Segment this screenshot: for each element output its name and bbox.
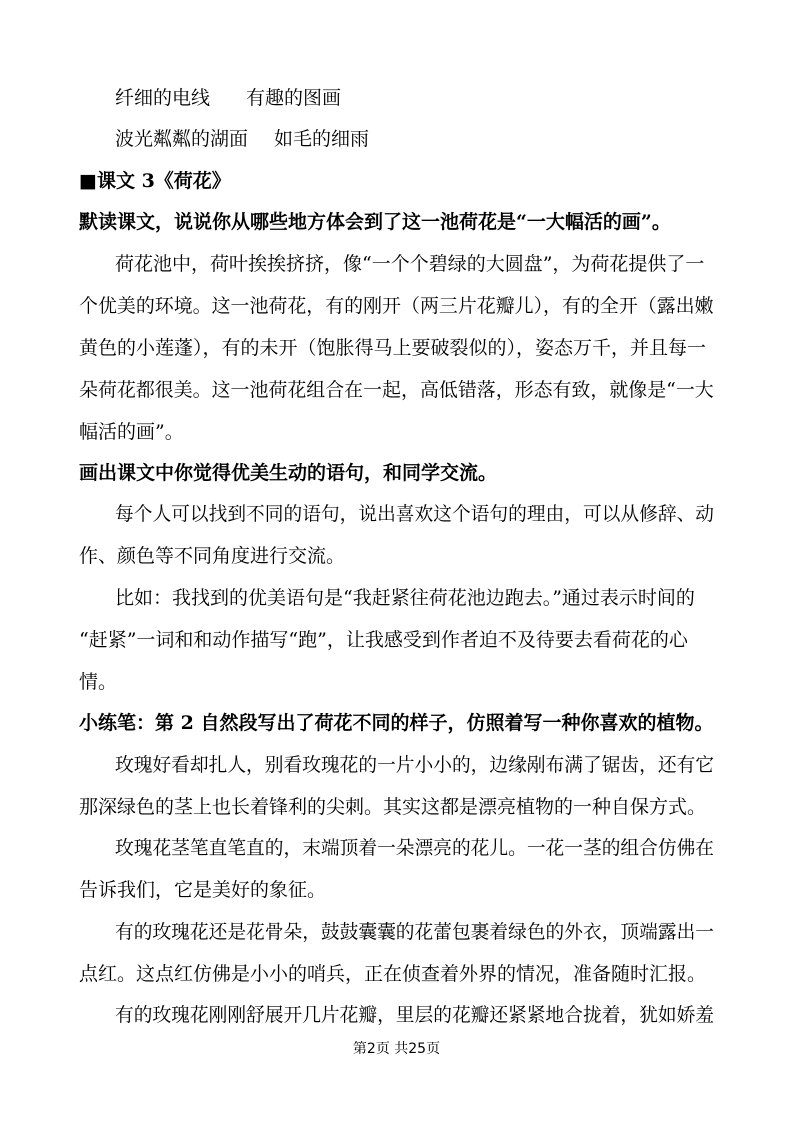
phrase: 有趣的图画 [246, 87, 342, 109]
question-heading: 小练笔：第 2 自然段写出了荷花不同的样子，仿照着写一种你喜欢的植物。 [79, 712, 714, 734]
paragraph-line: 荷花池中，荷叶挨挨挤挤，像“一个个碧绿的大圆盘”，为荷花提供了一 [115, 253, 705, 275]
paragraph-line: 点红。这点红仿佛是小小的哨兵，正在侦查着外界的情况，准备随时汇报。 [79, 963, 707, 985]
question-heading: 画出课文中你觉得优美生动的语句，和同学交流。 [79, 462, 498, 484]
paragraph-line: 玫瑰好看却扎人，别看玫瑰花的一片小小的，边缘剐布满了锯齿，还有它 [115, 754, 715, 776]
paragraph-line: 个优美的环境。这一池荷花，有的刚开（两三片花瓣儿），有的全开（露出嫩 [79, 295, 714, 317]
paragraph-line: 朵荷花都很美。这一池荷花组合在一起，高低错落，形态有致，就像是“一大 [79, 379, 714, 401]
paragraph-line: 情。 [79, 671, 118, 693]
paragraph-line: 黄色的小莲蓬），有的未开（饱胀得马上要破裂似的），姿态万千，并且每一 [79, 337, 707, 359]
phrase: 如毛的细雨 [274, 128, 370, 150]
paragraph-line: 有的玫瑰花刚刚舒展开几片花瓣，里层的花瓣还紧紧地合拢着，犹如娇羞 [115, 1004, 715, 1026]
paragraph-line: 作、颜色等不同角度进行交流。 [79, 545, 346, 567]
paragraph-line: 那深绿色的茎上也长着锋利的尖刺。其实这都是漂亮植物的一种自保方式。 [79, 796, 707, 818]
paragraph-line: 每个人可以找到不同的语句，说出喜欢这个语句的理由，可以从修辞、动 [115, 503, 715, 525]
section-heading: ■课文 3《荷花》 [79, 170, 231, 192]
paragraph-line: 幅活的画”。 [79, 421, 184, 443]
question-heading: 默读课文，说说你从哪些地方体会到了这一池荷花是“一大幅活的画”。 [79, 211, 671, 233]
paragraph-line: 告诉我们，它是美好的象征。 [79, 879, 327, 901]
paragraph-line: 玫瑰花茎笔直笔直的，末端顶着一朵漂亮的花儿。一花一茎的组合仿佛在 [115, 837, 715, 859]
phrase: 波光粼粼的湖面 [115, 128, 249, 150]
paragraph-line: 有的玫瑰花还是花骨朵，鼓鼓囊囊的花蕾包裹着绿色的外衣，顶端露出一 [115, 921, 715, 943]
paragraph-line: 比如：我找到的优美语句是“我赶紧往荷花池边跑去。”通过表示时间的 [115, 587, 695, 609]
phrase: 纤细的电线 [115, 87, 211, 109]
paragraph-line: “赶紧”一词和和动作描写“跑”，让我感受到作者迫不及待要去看荷花的心 [79, 629, 688, 651]
page-footer: 第2页 共25页 [352, 1041, 441, 1057]
